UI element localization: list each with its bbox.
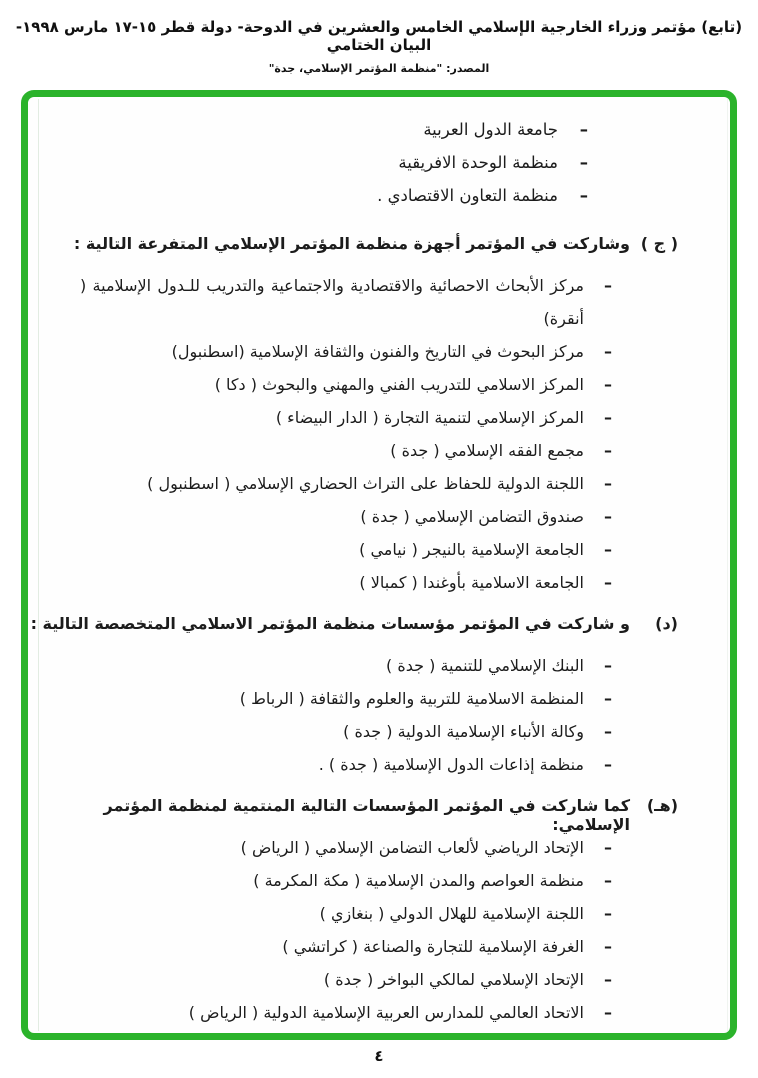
dash-bullet: – <box>579 120 588 139</box>
document-header <box>0 18 758 75</box>
list-item-text: الغرفة الإسلامية للتجارة والصناعة ( كراتشي ) <box>282 937 584 956</box>
list-item <box>28 566 730 599</box>
dash-bullet: – <box>604 342 612 361</box>
list-item <box>28 897 730 930</box>
list-item <box>28 831 730 864</box>
dash-bullet: – <box>604 871 612 890</box>
dash-bullet: – <box>604 970 612 989</box>
list-item-text: الإتحاد الرياضي لألعاب التضامن الإسلامي ( الرياض ) <box>240 838 584 857</box>
list-item <box>28 930 730 963</box>
dash-bullet: – <box>604 755 612 774</box>
dash-bullet: – <box>604 540 612 559</box>
dash-bullet: – <box>604 573 612 592</box>
list-item-text: منظمة الوحدة الافريقية <box>398 153 558 172</box>
dash-bullet: – <box>604 408 612 427</box>
list-item-text: المركز الاسلامي للتدريب الفني والمهني والبحوث ( دكا ) <box>214 375 584 394</box>
section-heading <box>28 796 730 834</box>
section-heading-text: كما شاركت في المؤتمر المؤسسات التالية المنتمية لمنظمة المؤتمر الإسلامي: <box>103 796 630 834</box>
list-item <box>28 715 730 748</box>
dash-bullet: – <box>604 441 612 460</box>
list-item-text: الجامعة الاسلامية بأوغندا ( كمبالا ) <box>359 573 584 592</box>
section-marker: (هـ) <box>646 796 678 815</box>
dash-bullet: – <box>579 153 588 172</box>
dash-bullet: – <box>604 838 612 857</box>
list-item <box>28 434 730 467</box>
dash-bullet: – <box>604 722 612 741</box>
list-item-text: مركز البحوث في التاريخ والفنون والثقافة الإسلامية (اسطنبول) <box>171 342 584 361</box>
dash-bullet: – <box>604 689 612 708</box>
list-item <box>28 963 730 996</box>
dash-bullet: – <box>604 656 612 675</box>
section-heading <box>28 614 730 649</box>
list-item-text: منظمة التعاون الاقتصادي . <box>377 186 558 205</box>
list-item-text: اللجنة الإسلامية للهلال الدولي ( بنغازي ) <box>319 904 584 923</box>
list-item-text: الجامعة الإسلامية بالنيجر ( نيامي ) <box>359 540 584 559</box>
list-item <box>28 153 730 186</box>
section-heading-text: وشاركت في المؤتمر أجهزة منظمة المؤتمر الإسلامي المتفرعة التالية : <box>73 234 630 253</box>
section-heading <box>28 234 730 269</box>
header-title: (تابع) مؤتمر وزراء الخارجية الإسلامي الخامس والعشرين في الدوحة- دولة قطر ١٥-١٧ مارس ١٩٩٨- البيان الختامي <box>15 18 743 54</box>
list-item <box>28 996 730 1029</box>
list-item <box>28 682 730 715</box>
list-item-text: المنظمة الاسلامية للتربية والعلوم والثقافة ( الرباط ) <box>239 689 584 708</box>
list-item <box>28 533 730 566</box>
list-item-text: منظمة العواصم والمدن الإسلامية ( مكة المكرمة ) <box>253 871 584 890</box>
list-item-text: الاتحاد العالمي للمدارس العربية الإسلامية الدولية ( الرياض ) <box>188 1003 584 1022</box>
dash-bullet: – <box>604 937 612 956</box>
list-item-text: اللجنة الدولية للحفاظ على التراث الحضاري الإسلامي ( اسطنبول ) <box>147 474 584 493</box>
list-item <box>28 368 730 401</box>
list-item <box>28 186 730 219</box>
list-item <box>28 649 730 682</box>
list-item <box>28 467 730 500</box>
list-item-text: المركز الإسلامي لتنمية التجارة ( الدار البيضاء ) <box>275 408 584 427</box>
section-marker: ( ج ) <box>640 234 678 253</box>
dash-bullet: – <box>604 375 612 394</box>
section-marker: (د) <box>655 614 678 633</box>
dash-bullet: – <box>604 1003 612 1022</box>
list-item <box>28 335 730 368</box>
green-frame <box>21 90 737 1040</box>
page-number: ٤ <box>374 1047 384 1065</box>
list-item-text: وكالة الأنباء الإسلامية الدولية ( جدة ) <box>343 722 584 741</box>
dash-bullet: – <box>604 507 612 526</box>
list-item <box>28 120 730 153</box>
dash-bullet: – <box>604 904 612 923</box>
list-item <box>28 748 730 781</box>
list-item-text: الإتحاد الإسلامي لمالكي البواخر ( جدة ) <box>323 970 584 989</box>
list-item-text: جامعة الدول العربية <box>423 120 558 139</box>
list-item-text: منظمة إذاعات الدول الإسلامية ( جدة ) . <box>318 755 584 774</box>
dash-bullet: – <box>604 276 612 295</box>
list-item-text: مجمع الفقه الإسلامي ( جدة ) <box>390 441 584 460</box>
list-item <box>28 269 730 335</box>
list-item-text: صندوق التضامن الإسلامي ( جدة ) <box>360 507 584 526</box>
dash-bullet: – <box>579 186 588 205</box>
header-source: المصدر: "منظمة المؤتمر الإسلامي، جدة" <box>268 62 490 75</box>
list-item <box>28 500 730 533</box>
list-item-text: مركز الأبحاث الاحصائية والاقتصادية والاجتماعية والتدريب للـدول الإسلامية ( أنقرة) <box>80 276 584 328</box>
dash-bullet: – <box>604 474 612 493</box>
list-item <box>28 401 730 434</box>
section-heading-text: و شاركت في المؤتمر مؤسسات منظمة المؤتمر الاسلامي المتخصصة التالية : <box>30 614 630 633</box>
list-item <box>28 864 730 897</box>
list-item-text: البنك الإسلامي للتنمية ( جدة ) <box>386 656 584 675</box>
page-content <box>28 97 730 1033</box>
